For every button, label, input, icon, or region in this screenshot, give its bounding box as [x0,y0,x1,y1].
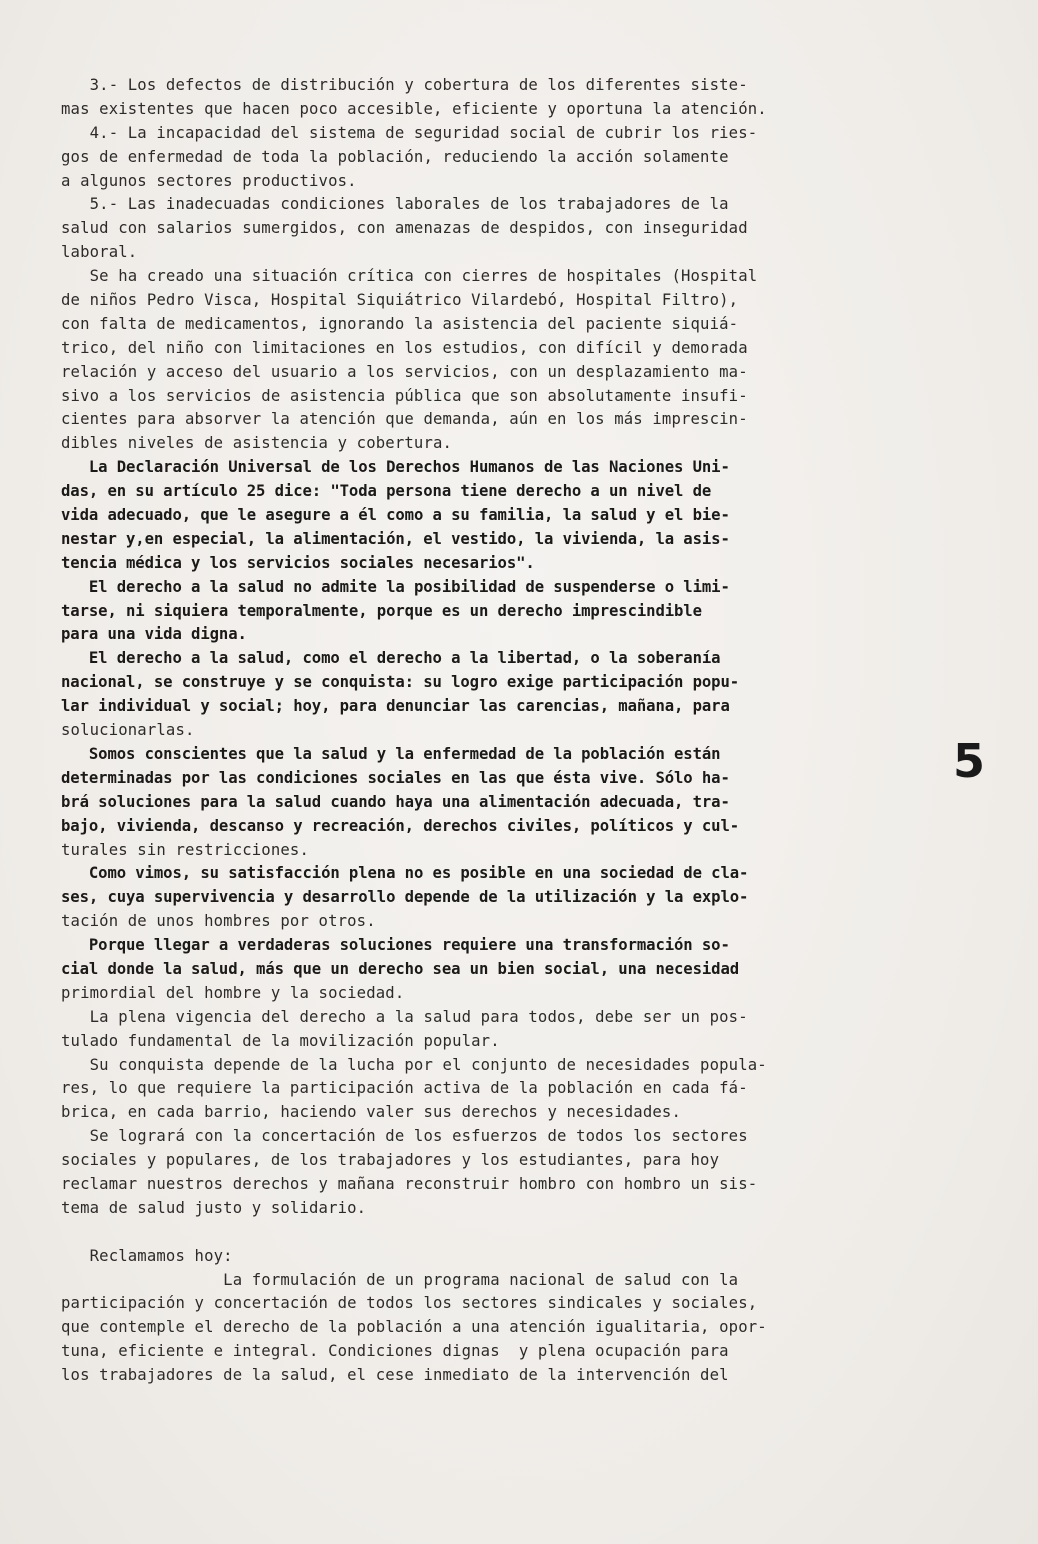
text-line: El derecho a la salud no admite la posibilidad de suspenderse o limi- [61,577,730,596]
body-text [61,74,961,1388]
text-line: lar individual y social; hoy, para denunciar las carencias, mañana, para [61,697,730,716]
text-line: sociales y populares, de los trabajadores y los estudiantes, para hoy [61,1151,720,1170]
text-line: turales sin restricciones. [61,840,309,859]
text-line: Se logrará con la concertación de los esfuerzos de todos los sectores [61,1127,748,1146]
text-line: La Declaración Universal de los Derechos Humanos de las Naciones Uni- [61,458,730,477]
text-line: Somos conscientes que la salud y la enfermedad de la población están [61,744,721,763]
text-line: tema de salud justo y solidario. [61,1198,367,1217]
text-line: La formulación de un programa nacional de salud con la [61,1270,739,1289]
text-line: 4.- La incapacidad del sistema de seguridad social de cubrir los ries- [61,123,758,142]
text-line: cientes para absorver la atención que demanda, aún en los más imprescin- [61,410,748,429]
text-line: gos de enfermedad de toda la población, reduciendo la acción solamente [61,147,729,166]
text-line: La plena vigencia del derecho a la salud para todos, debe ser un pos- [61,1007,748,1026]
page-number: 5 [953,734,986,788]
text-line: participación y concertación de todos los sectores sindicales y sociales, [61,1294,758,1313]
text-line: laboral. [61,243,138,262]
text-line: a algunos sectores productivos. [61,171,357,190]
text-line: cial donde la salud, más que un derecho sea un bien social, una necesidad [61,959,740,978]
text-line: tulado fundamental de la movilización popular. [61,1031,500,1050]
text-line: solucionarlas. [61,721,195,740]
text-line: dibles niveles de asistencia y cobertura. [61,434,453,453]
text-line: los trabajadores de la salud, el cese inmediato de la intervención del [61,1366,729,1385]
text-line: das, en su artículo 25 dice: "Toda persona tiene derecho a un nivel de [61,482,712,501]
text-line: salud con salarios sumergidos, con amenazas de despidos, con inseguridad [61,219,748,238]
text-line: ses, cuya supervivencia y desarrollo depende de la utilización y la explo- [61,888,749,907]
blank-line [61,1221,961,1245]
text-line: trico, del niño con limitaciones en los estudios, con difícil y demorada [61,338,748,357]
text-line: res, lo que requiere la participación activa de la población en cada fá- [61,1079,748,1098]
text-line: relación y acceso del usuario a los servicios, con un desplazamiento ma- [61,362,748,381]
text-line: 3.- Los defectos de distribución y cobertura de los diferentes siste- [61,76,748,94]
text-line: para una vida digna. [61,625,247,644]
text-line: brá soluciones para la salud cuando haya una alimentación adecuada, tra- [61,792,730,811]
text-line: bajo, vivienda, descanso y recreación, derechos civiles, políticos y cul- [61,816,740,835]
text-line: con falta de medicamentos, ignorando la asistencia del paciente siquiá- [61,314,739,333]
text-line: Su conquista depende de la lucha por el conjunto de necesidades popula- [61,1055,767,1074]
text-line: Porque llegar a verdaderas soluciones requiere una transformación so- [61,936,730,955]
text-line: brica, en cada barrio, haciendo valer sus derechos y necesidades. [61,1103,681,1122]
text-line: sivo a los servicios de asistencia pública que son absolutamente insufi- [61,386,748,405]
text-line: Se ha creado una situación crítica con cierres de hospitales (Hospital [61,267,758,286]
text-line: mas existentes que hacen poco accesible, eficiente y oportuna la atención. [61,99,767,118]
text-line: tencia médica y los servicios sociales necesarios". [61,553,535,572]
text-line: Reclamamos hoy: [61,1246,233,1265]
text-line: que contemple el derecho de la población a una atención igualitaria, opor- [61,1318,767,1337]
text-line: vida adecuado, que le asegure a él como a su familia, la salud y el bie- [61,506,730,525]
text-line: El derecho a la salud, como el derecho a la libertad, o la soberanía [61,649,721,668]
text-line: Como vimos, su satisfacción plena no es posible en una sociedad de cla- [61,864,749,883]
text-line: primordial del hombre y la sociedad. [61,983,405,1002]
text-line: 5.- Las inadecuadas condiciones laborales de los trabajadores de la [61,195,729,214]
text-line: nestar y,en especial, la alimentación, el vestido, la vivienda, la asis- [61,529,730,548]
text-line: tación de unos hombres por otros. [61,912,376,931]
text-line: determinadas por las condiciones sociales en las que ésta vive. Sólo ha- [61,768,730,787]
text-line: de niños Pedro Visca, Hospital Siquiátrico Vilardebó, Hospital Filtro), [61,291,739,310]
text-line: nacional, se construye y se conquista: su logro exige participación popu- [61,673,740,692]
text-line: tuna, eficiente e integral. Condiciones dignas y plena ocupación para [61,1342,729,1361]
text-line: reclamar nuestros derechos y mañana reconstruir hombro con hombro un sis- [61,1174,758,1193]
text-line: tarse, ni siquiera temporalmente, porque es un derecho imprescindible [61,601,702,620]
